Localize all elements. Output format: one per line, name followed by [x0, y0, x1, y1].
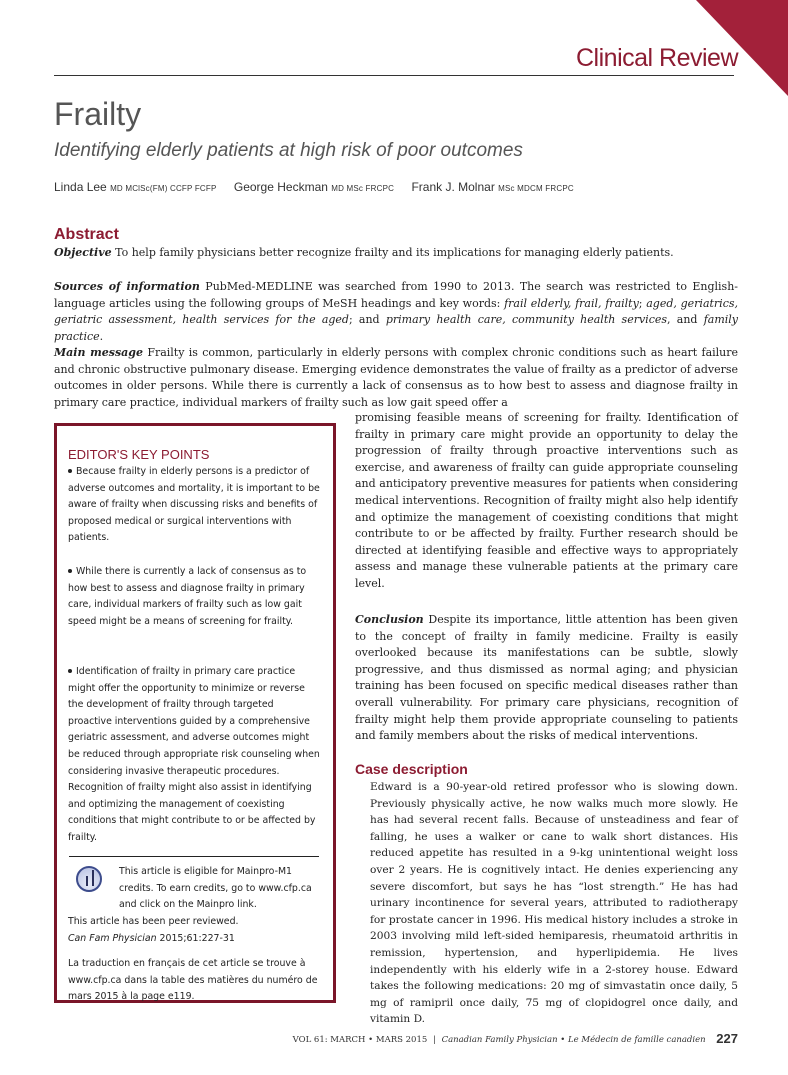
- abstract-main-message: [54, 345, 738, 411]
- key-point-item: [68, 664, 320, 847]
- citation: [68, 931, 323, 948]
- author-credentials: MD MClSc(FM) CCFP FCFP: [110, 184, 217, 193]
- header-divider: [54, 75, 734, 76]
- page-number: 227: [716, 1031, 738, 1046]
- objective-label: Objective: [54, 246, 112, 259]
- footer-volume: VOL 61: MARCH • MARS 2015: [292, 1035, 428, 1045]
- author-credentials: MD MSc FRCPC: [331, 184, 395, 193]
- main-message-continued: promising feasible means of screening for frailty. Identification of frailty in primary care might provide an opportunity to delay the progression of frailty through proactive interventions such as exercise, and awareness of frailty can guide appropriate counseling and anticipatory preventive measures for patients when considering medical interventions. Recognition of frailty might also help identify and optimize the management of coexisting conditions that might contribute to or be affected by frailty. Further research should be directed at identifying feasible and effective ways to appropriately assess and manage these vulnerable patients at the primary care level.: [355, 411, 738, 590]
- peer-reviewed-text: This article has been peer reviewed.: [68, 916, 239, 927]
- article-subtitle: Identifying elderly patients at high risk of poor outcomes: [54, 140, 523, 161]
- sources-terms: primary health care, community health services: [385, 313, 668, 326]
- abstract-objective: [54, 245, 738, 262]
- case-heading: Case description: [355, 761, 468, 777]
- conclusion-label: Conclusion: [355, 613, 424, 626]
- author-name: Frank J. Molnar: [411, 180, 495, 194]
- author-list: [54, 180, 588, 194]
- abstract-heading: Abstract: [54, 226, 119, 243]
- case-text: Edward is a 90-year-old retired professor who is slowing down. Previously physically active, he now walks much more slowly. He has had several recent falls. Because of unsteadiness and fear of falling, he uses a walker or cane to walk short distances. His reduced appetite has resulted in a 9-kg unintentional weight loss over 2 years. He is cognitively intact. He denies experiencing any severe discomfort, but says he has “lost strength.” He has had urinary incontinence for several years, attributed to radiotherapy for prostate cancer in 1996. His medical history includes a stroke in 2003 involving mild left-sided hemiparesis, rheumatoid arthritis in remission, hypertension, and hyperlipidemia. He lives independently with his elderly wife in a 2-storey house. Edward takes the following medications: 20 mg of simvastatin once daily, 5 mg of ramipril once daily, 75 mg of clopidogrel once daily, and vitamin D.: [370, 781, 738, 1026]
- author: [411, 180, 573, 194]
- sources-terms: family practice: [54, 313, 738, 343]
- sources-terms: frail elderly, frail, frailty: [504, 296, 639, 310]
- footer-separator: |: [432, 1035, 436, 1045]
- key-point-text: Because frailty in elderly persons is a predictor of adverse outcomes and mortality, it is important to be aware of frailty when discussing risks and benefits of proposed medical or surgical interventions with patients.: [68, 466, 320, 544]
- author-name: Linda Lee: [54, 180, 107, 194]
- objective-text: To help family physicians better recognize frailty and its implications for managing elderly patients.: [115, 246, 674, 259]
- main-message-label: Main message: [54, 346, 143, 359]
- sources-text: PubMed-MEDLINE was searched from 1990 to 2013. The search was restricted to English-language articles using the following groups of MeSH headings and key words:: [54, 280, 739, 310]
- sources-sep: ; and: [348, 313, 386, 326]
- section-label: Clinical Review: [576, 44, 738, 72]
- article-title: Frailty: [54, 96, 142, 132]
- key-point-text: While there is currently a lack of consensus as to how best to assess and diagnose frailty in primary care, individual markers of frailty such as low gait speed might be a means of screening for frailty.: [68, 566, 307, 627]
- bullet-icon: [68, 669, 72, 673]
- author-name: George Heckman: [233, 180, 328, 194]
- sources-sep: , and: [667, 313, 704, 326]
- main-message-text: Frailty is common, particularly in elderly persons with complex chronic conditions such as heart failure and chronic obstructive pulmonary disease. Emerging evidence demonstrates the value of frailty as a predictor of adverse outcomes in older persons. While there is currently a lack of consensus as to how best to assess and diagnose frailty in primary care practice, individual markers of frailty such as low gait speed offer a: [54, 346, 739, 409]
- key-points-title: EDITOR'S KEY POINTS: [68, 447, 210, 462]
- author: [54, 180, 217, 194]
- author-credentials: MSc MDCM FRCPC: [498, 184, 574, 193]
- key-point-text: Identification of frailty in primary care practice might offer the opportunity to minimize or reverse the development of frailty through targeted proactive interventions guided by a comprehensive geriatric assessment, and adverse outcomes might be reduced through appropriate risk counseling when considering invasive therapeutic procedures. Recognition of frailty might also assist in identifying and optimizing the management of coexisting conditions that might contribute to or be affected by frailty.: [68, 666, 320, 843]
- sources-terms: aged, geriatrics, geriatric assessment, health services for the aged: [54, 296, 738, 326]
- author: [234, 180, 394, 194]
- conclusion-text: Despite its importance, little attention has been given to the concept of frailty in family medicine. Frailty is easily overlooked because its manifestations can be subtle, slowly progressive, and thus dismissed as normal aging; and physician training has been focused on specific medical diseases rather than overall vulnerability. For primary care physicians, recognition of frailty might help them provide appropriate counseling to patients and family members about the risks of medical interventions.: [355, 613, 738, 743]
- bullet-icon: [68, 469, 72, 473]
- french-translation-note: La traduction en français de cet article se trouve à www.cfp.ca dans la table des matières du numéro de mars 2015 à la page e119.: [68, 958, 318, 1003]
- abstract-conclusion: [355, 612, 738, 745]
- sources-sep: ;: [638, 296, 647, 310]
- page-footer: [293, 1031, 738, 1046]
- peer-review-note: [68, 914, 323, 947]
- key-points-divider: [69, 856, 319, 857]
- editors-key-points-box: [54, 423, 336, 1003]
- footer-journal: Canadian Family Physician • Le Médecin de famille canadien: [441, 1035, 706, 1045]
- sources-label: Sources of information: [54, 280, 200, 293]
- citation-journal: Can Fam Physician: [68, 932, 157, 944]
- abstract-sources: [54, 279, 738, 345]
- citation-ref: 2015;61:227-31: [156, 932, 235, 944]
- mainpro-logo-icon: [76, 866, 102, 892]
- bullet-icon: [68, 569, 72, 573]
- key-point-item: [68, 564, 320, 630]
- mainpro-credit-note: This article is eligible for Mainpro-M1 credits. To earn credits, go to www.cfp.ca and click on the Mainpro link.: [119, 866, 312, 911]
- key-point-item: [68, 464, 320, 547]
- sources-end: .: [99, 329, 104, 343]
